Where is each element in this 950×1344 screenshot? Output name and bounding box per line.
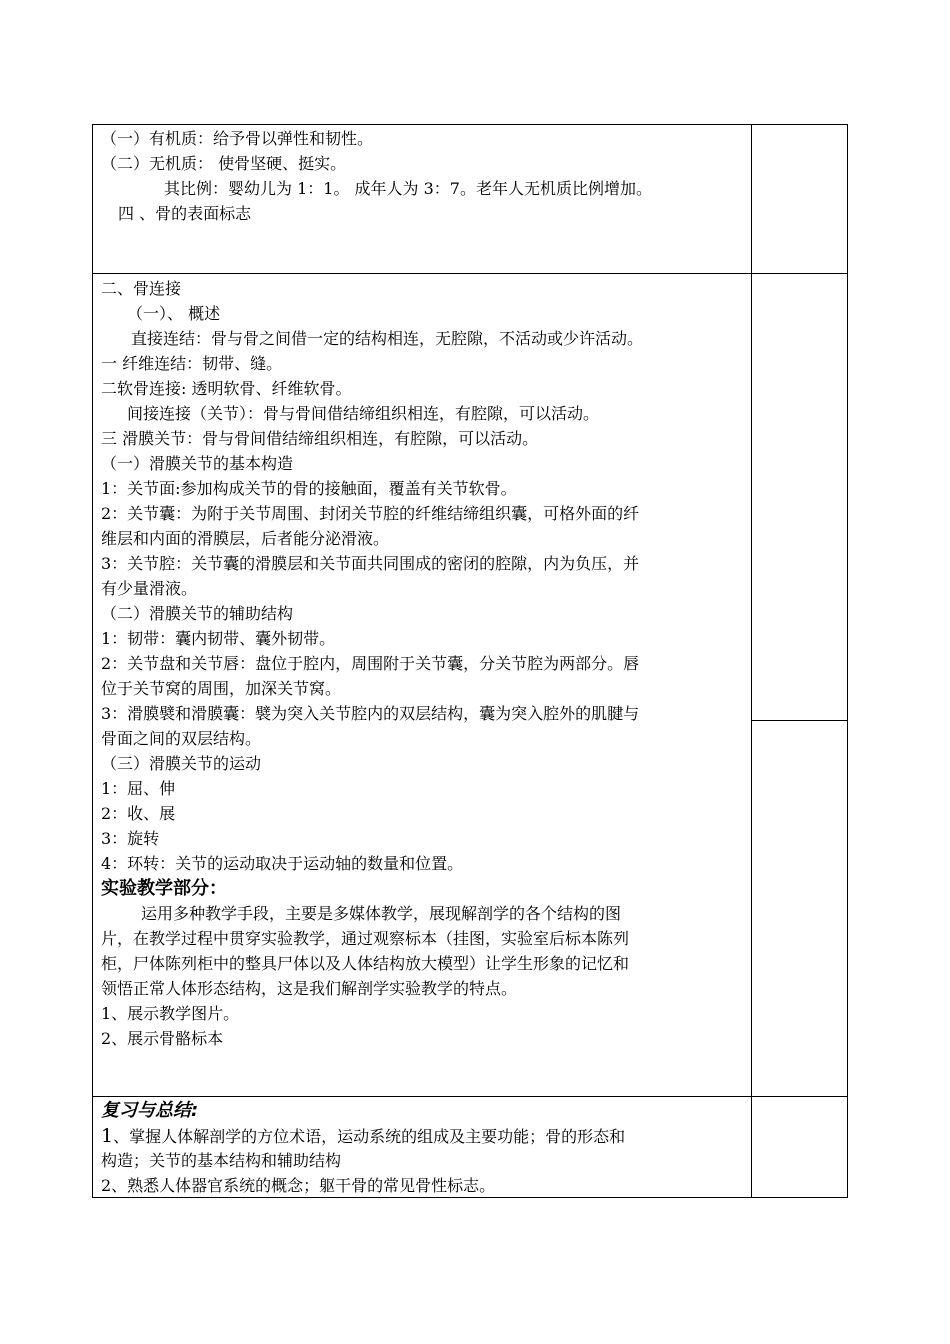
text-line: （一）有机质：给予骨以弹性和韧性。	[101, 129, 374, 148]
text-line: 1：韧带：囊内韧带、囊外韧带。	[101, 629, 336, 648]
text-line: 运用多种教学手段，主要是多媒体教学，展现解剖学的各个结构的图	[141, 904, 622, 923]
text-line: 3：滑膜襞和滑膜囊：襞为突入关节腔内的双层结构，囊为突入腔外的肌腱与	[101, 704, 640, 723]
text-line: （二）滑膜关节的辅助结构	[101, 604, 294, 623]
text-line: 片，在教学过程中贯穿实验教学，通过观察标本（挂图，实验室后标本陈列	[101, 929, 630, 948]
text-line: 二软骨连接: 透明软骨、纤维软骨。	[101, 379, 352, 398]
text-line: 间接连接（关节）：骨与骨间借结缔组织相连，有腔隙，可以活动。	[127, 404, 600, 423]
column-divider	[751, 124, 752, 1198]
review-item-2: 2、熟悉人体器官系统的概念；躯干骨的常见骨性标志。	[101, 1176, 496, 1195]
text-line: 1、展示教学图片。	[101, 1004, 240, 1023]
review-item-number: 1	[101, 1125, 114, 1147]
text-line: 四 、骨的表面标志	[118, 204, 252, 223]
text-line: （二）无机质： 使骨坚硬、挺实。	[101, 154, 347, 173]
text-line: 2：关节盘和关节唇：盘位于腔内，周围附于关节囊，分关节腔为两部分。唇	[101, 654, 640, 673]
text-line: 2：收、展	[101, 804, 176, 823]
text-line: 骨面之间的双层结构。	[101, 729, 262, 748]
text-line: 维层和内面的滑膜层，后者能分泌滑液。	[101, 529, 390, 548]
review-heading: 复习与总结:	[101, 1100, 199, 1121]
review-item-1	[101, 1126, 625, 1147]
text-line: 2、展示骨骼标本	[101, 1029, 224, 1048]
text-line: 其比例：婴幼儿为 1：1。 成年人为 3：7。老年人无机质比例增加。	[164, 179, 652, 198]
text-line: 有少量滑液。	[101, 579, 198, 598]
text-line: 一 纤维连结：韧带、缝。	[101, 354, 283, 373]
text-line: 1：屈、伸	[101, 779, 176, 798]
row-divider	[92, 273, 848, 274]
text-line: （一）滑膜关节的基本构造	[101, 454, 294, 473]
text-line: 二、骨连接	[101, 279, 182, 298]
text-line: 位于关节窝的周围，加深关节窝。	[101, 679, 342, 698]
text-line: 直接连结：骨与骨之间借一定的结构相连，无腔隙，不活动或少许活动。	[131, 329, 644, 348]
text-line: 构造；关节的基本结构和辅助结构	[101, 1151, 342, 1170]
text-line: 柜，尸体陈列柜中的整具尸体以及人体结构放大模型）让学生形象的记忆和	[101, 954, 630, 973]
text-line: （一）、 概述	[127, 304, 221, 323]
text-line: 1：关节面:参加构成关节的骨的接触面，覆盖有关节软骨。	[101, 479, 517, 498]
text-line: 4：环转：关节的运动取决于运动轴的数量和位置。	[101, 854, 464, 873]
row-divider	[92, 1096, 848, 1097]
text-line: 2：关节囊：为附于关节周围、封闭关节腔的纤维结缔组织囊，可格外面的纤	[101, 504, 640, 523]
text-line: 3：关节腔：关节囊的滑膜层和关节面共同围成的密闭的腔隙，内为负压，并	[101, 554, 640, 573]
text-line: 3：旋转	[101, 829, 160, 848]
lab-section-heading: 实验教学部分：	[101, 878, 227, 899]
review-item-text: 、掌握人体解剖学的方位术语，运动系统的组成及主要功能；骨的形态和	[113, 1127, 626, 1146]
text-line: 三 滑膜关节：骨与骨间借结缔组织相连，有腔隙，可以活动。	[101, 429, 539, 448]
text-line: （三）滑膜关节的运动	[101, 754, 262, 773]
text-line: 领悟正常人体形态结构，这是我们解剖学实验教学的特点。	[101, 979, 518, 998]
right-cell-divider	[751, 720, 848, 721]
